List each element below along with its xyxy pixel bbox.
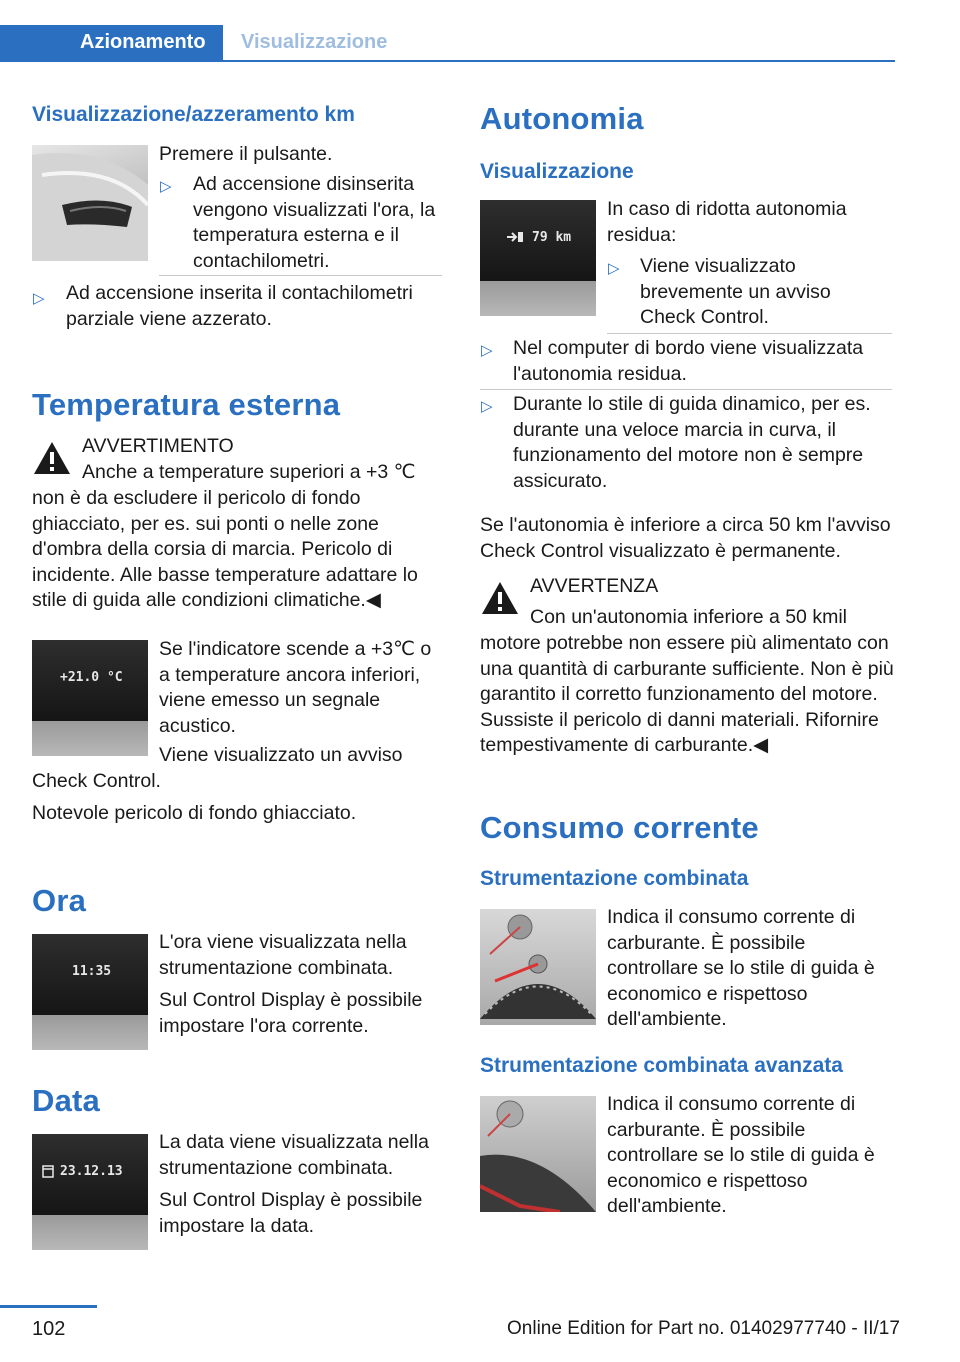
temp-heading: Temperatura esterna — [32, 387, 341, 422]
range-display-image — [480, 200, 596, 316]
bullet-icon: ▷ — [160, 178, 172, 195]
temp-warning-text: non è da escludere il pericolo di fondo ghiacciato, per es. sui ponti o nelle zone d'ombra della corsia di marcia. Pericolo di incidente. Alle basse temperature adattare lo stile di guida alle condizioni climatiche.◀ — [32, 487, 418, 611]
temp-warning-line1: Anche a temperature superiori a +3 ℃ — [82, 461, 416, 483]
temperature-display-image — [32, 640, 148, 756]
divider — [480, 389, 892, 390]
ora-para-2: Sul Control Display è possibile impostare l'ora corrente. — [159, 989, 423, 1037]
edition-text: Online Edition for Part no. 01402977740 - II/17 — [507, 1318, 900, 1339]
divider — [607, 333, 892, 334]
temp-para-2a: Viene visualizzato un avviso — [159, 744, 403, 766]
temp-warning-label: AVVERTIMENTO — [82, 435, 234, 457]
km-item-1: Ad accensione disinserita vengono visualizzati l'ora, la temperatura esterna e il contachilometri. — [193, 173, 436, 272]
strumentazione-subheading: Strumentazione combinata — [480, 867, 749, 890]
bullet-icon: ▷ — [608, 260, 620, 277]
date-readout: 23.12.13 — [60, 1164, 123, 1179]
fuel-range-icon — [506, 231, 524, 243]
data-heading: Data — [32, 1083, 100, 1118]
km-heading: Visualizzazione/azzeramento km — [32, 103, 355, 126]
warning-icon — [32, 440, 72, 476]
advanced-cluster-image — [480, 1096, 596, 1212]
ora-heading: Ora — [32, 883, 87, 918]
range-readout: 79 km — [532, 230, 572, 245]
bullet-icon: ▷ — [481, 398, 493, 415]
temperature-readout: +21.0 °C — [60, 670, 123, 685]
data-para-2: Sul Control Display è possibile impostare la data. — [159, 1189, 423, 1237]
page-number: 102 — [32, 1318, 66, 1340]
header-tabs — [0, 25, 895, 61]
date-display-image — [32, 1134, 148, 1250]
temp-para-2b: Check Control. — [32, 770, 161, 792]
strumentazione-avanzata-subheading: Strumentazione combinata avanzata — [480, 1054, 843, 1077]
temp-para-1: Se l'indicatore scende a +3℃ o a temperature ancora inferiori, viene emesso un segnale acustico. — [159, 638, 432, 737]
km-item-2: Ad accensione inserita il contachilometri parziale viene azzerato. — [66, 282, 413, 330]
consumo-heading: Consumo corrente — [480, 810, 759, 845]
km-intro: Premere il pulsante. — [159, 143, 333, 165]
gauge-illustration — [480, 909, 596, 1025]
autonomia-heading: Autonomia — [480, 101, 644, 136]
calendar-icon — [42, 1165, 54, 1178]
footer-rule — [0, 1305, 97, 1308]
temp-para-3: Notevole pericolo di fondo ghiacciato. — [32, 802, 357, 824]
consumo-para-2: Indica il consumo corrente di carburante. È possibile controllare se lo stile di guida è economico e rispettoso dell'ambiente. — [607, 1093, 875, 1217]
odometer-button-image — [32, 145, 148, 261]
bullet-icon: ▷ — [33, 290, 45, 307]
autonomia-item-2: Nel computer di bordo viene visualizzata l'autonomia residua. — [513, 337, 864, 385]
instrument-cluster-image — [480, 909, 596, 1025]
button-illustration — [32, 145, 148, 261]
autonomia-warning-text: motore potrebbe non essere più alimentato con una quantità di carburante sufficiente. Non è più garantito il corretto funzionamento del motore. Sussiste il pericolo di danni materiali. Rifornire tempestivamente di carburante.◀ — [480, 632, 894, 756]
tab-visualizzazione[interactable]: Visualizzazione — [241, 31, 388, 53]
gauge-illustration — [480, 1096, 596, 1212]
autonomia-intro: In caso di ridotta autonomia residua: — [607, 198, 847, 246]
divider — [159, 275, 442, 276]
consumo-para-1: Indica il consumo corrente di carburante. È possibile controllare se lo stile di guida è economico e rispettoso dell'ambiente. — [607, 906, 875, 1030]
data-para-1: La data viene visualizzata nella strumentazione combinata. — [159, 1131, 429, 1179]
ora-para-1: L'ora viene visualizzata nella strumentazione combinata. — [159, 931, 407, 979]
clock-display-image — [32, 934, 148, 1050]
autonomia-warning-line1: Con un'autonomia inferiore a 50 kmil — [530, 606, 847, 628]
warning-icon — [480, 580, 520, 616]
autonomia-subheading: Visualizzazione — [480, 160, 634, 183]
autonomia-item-3: Durante lo stile di guida dinamico, per es. durante una veloce marcia in curva, il funzionamento del motore non è sempre assicurato. — [513, 393, 871, 492]
clock-readout: 11:35 — [72, 964, 112, 979]
autonomia-item-1: Viene visualizzato brevemente un avviso Check Control. — [640, 255, 831, 328]
tab-azionamento[interactable]: Azionamento — [0, 25, 223, 61]
autonomia-para: Se l'autonomia è inferiore a circa 50 km l'avviso Check Control visualizzato è permanente. — [480, 514, 891, 562]
bullet-icon: ▷ — [481, 342, 493, 359]
autonomia-warning-label: AVVERTENZA — [530, 575, 659, 597]
header-rule — [0, 60, 895, 62]
